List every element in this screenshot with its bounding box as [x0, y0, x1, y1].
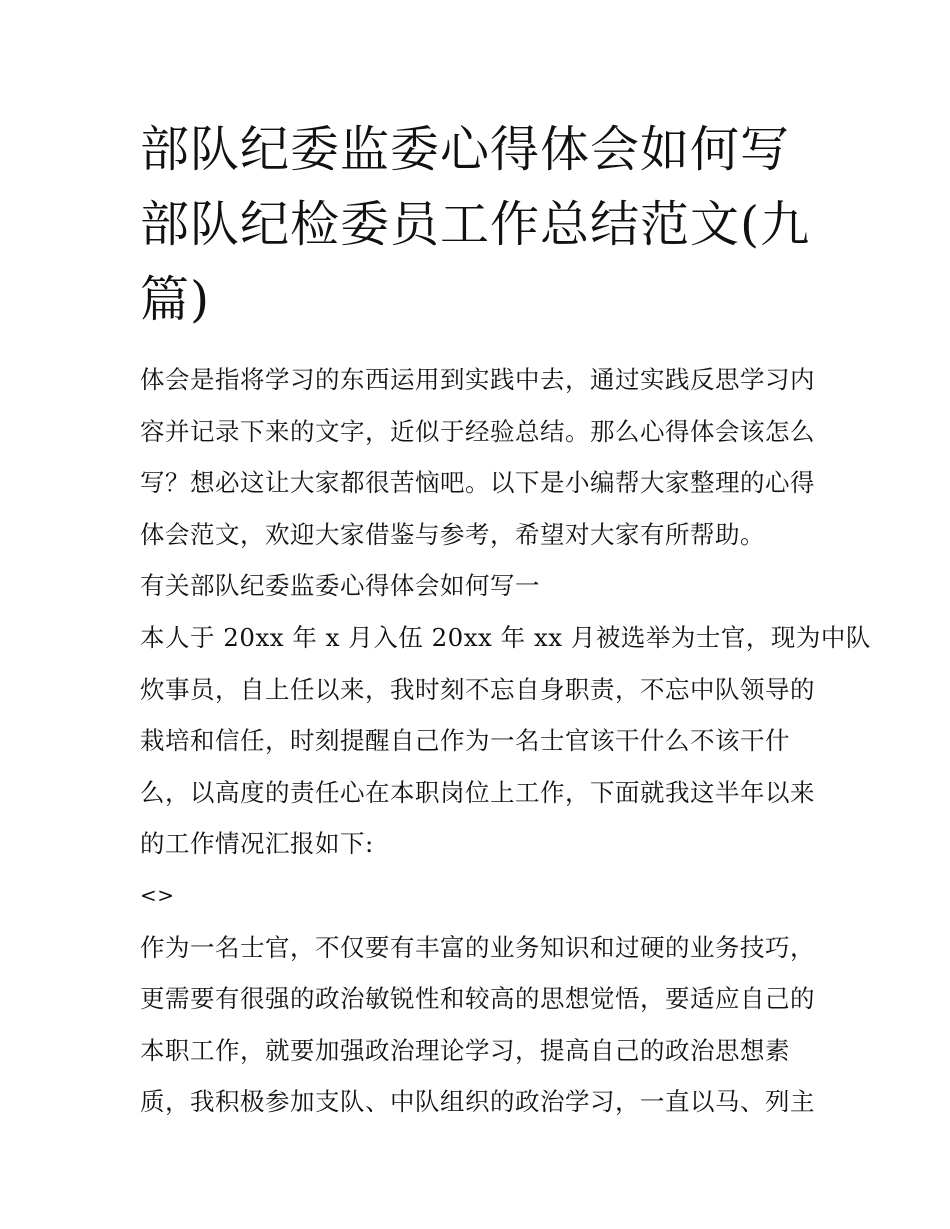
title-line-3: 篇): [140, 271, 211, 328]
paragraph-line-5: 的工作情况汇报如下:: [140, 829, 374, 859]
intro-line-2: 容并记录下来的文字，近似于经验总结。那么心得体会该怎么: [140, 416, 815, 446]
paragraph-line-3: 栽培和信任，时刻提醒自己作为一名士官该干什么不该干什: [140, 726, 790, 756]
paragraph-line-4: 么，以高度的责任心在本职岗位上工作，下面就我这半年以来: [140, 777, 815, 807]
title-line-2: 部队纪检委员工作总结范文(九: [140, 196, 811, 253]
paragraph2-line-1: 作为一名士官，不仅要有丰富的业务知识和过硬的业务技巧，: [140, 932, 815, 962]
intro-line-4: 体会范文，欢迎大家借鉴与参考，希望对大家有所帮助。: [140, 519, 765, 549]
paragraph2-line-2: 更需要有很强的政治敏锐性和较高的思想觉悟，要适应自己的: [140, 984, 815, 1014]
intro-line-3: 写？想必这让大家都很苦恼吧。以下是小编帮大家整理的心得: [140, 468, 815, 498]
paragraph2-line-4: 质，我积极参加支队、中队组织的政治学习，一直以马、列主: [140, 1087, 815, 1117]
paragraph2-line-3: 本职工作，就要加强政治理论学习，提高自己的政治思想素: [140, 1035, 790, 1065]
intro-line-1: 体会是指将学习的东西运用到实践中去，通过实践反思学习内: [140, 365, 815, 394]
section-heading: 有关部队纪委监委心得体会如何写一: [140, 571, 540, 601]
paragraph-line-1: 本人于 20xx 年 x 月入伍 20xx 年 xx 月被选举为士官，现为中队: [140, 622, 871, 652]
title-line-1: 部队纪委监委心得体会如何写: [140, 121, 791, 178]
document-body: [140, 354, 871, 1128]
placeholder-marker: <>: [140, 882, 175, 907]
paragraph-line-2: 炊事员，自上任以来，我时刻不忘自身职责，不忘中队领导的: [140, 674, 815, 704]
document-title: [140, 112, 820, 337]
